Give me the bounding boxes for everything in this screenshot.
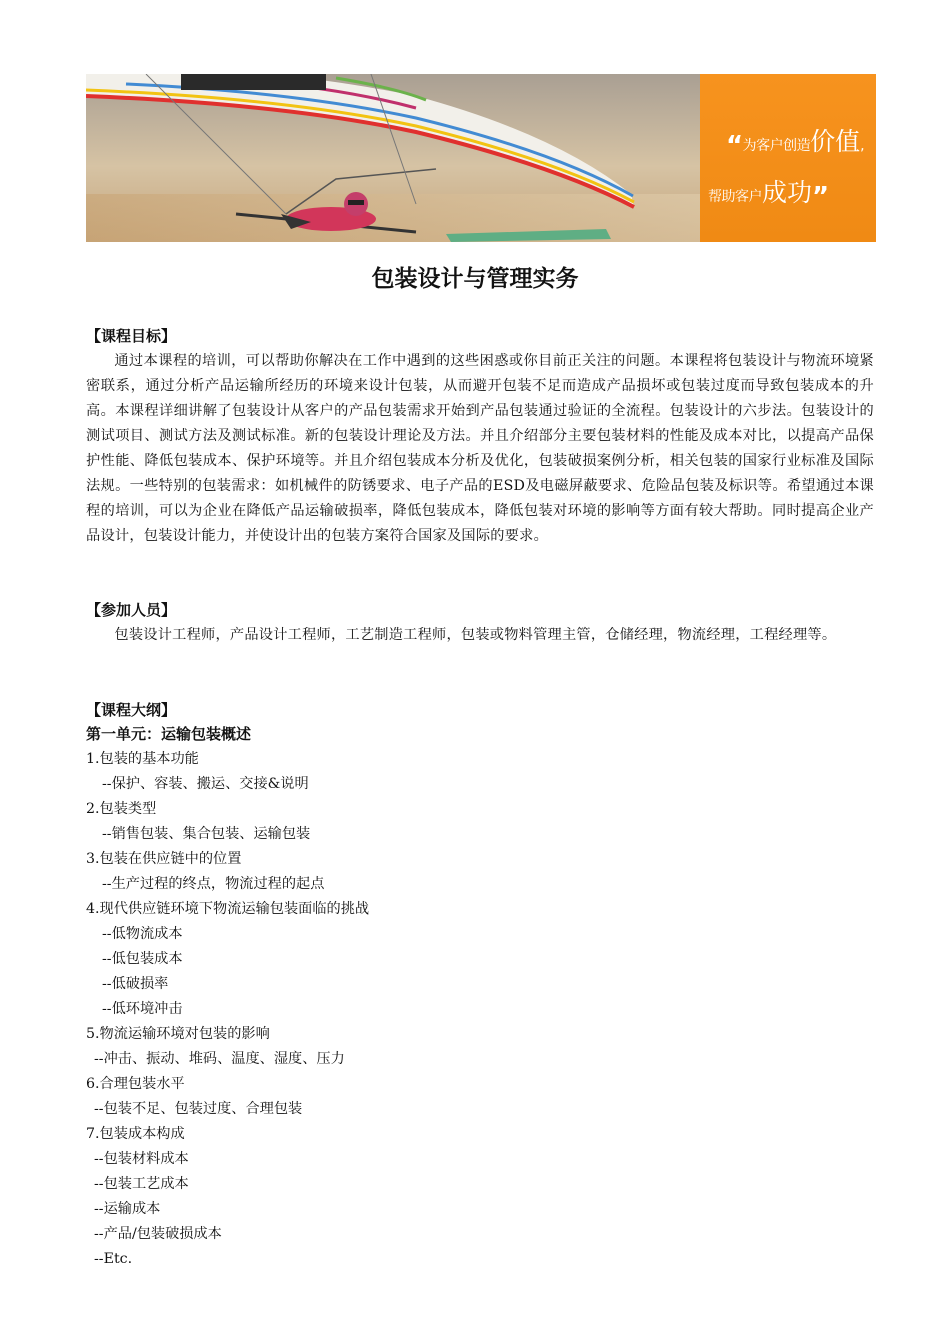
outline-item: 2.包装类型: [86, 801, 157, 817]
outline-item: 7.包装成本构成: [86, 1126, 185, 1142]
outline-subitem: --产品/包装破损成本: [94, 1226, 222, 1242]
outline-item: 4.现代供应链环境下物流运输包装面临的挑战: [86, 901, 370, 917]
outline-item: 3.包装在供应链中的位置: [86, 851, 242, 867]
outline-subitem: --低物流成本: [102, 926, 183, 942]
outline-subitem: --运输成本: [94, 1201, 161, 1217]
course-outline: [86, 722, 874, 1272]
outline-subitem: --包装材料成本: [94, 1151, 189, 1167]
outline-subitem: --包装不足、包装过度、合理包装: [94, 1101, 303, 1117]
outline-item: 5.物流运输环境对包装的影响: [86, 1026, 270, 1042]
participants-text: 包装设计工程师，产品设计工程师，工艺制造工程师，包装或物料管理主管，仓储经理，物流经理，工程经理等。: [114, 627, 837, 643]
slogan-line-1: “为客户创造价值,: [726, 127, 865, 161]
outline-subitem: --保护、容装、搬运、交接&说明: [102, 776, 309, 792]
outline-subitem: --低破损率: [102, 976, 169, 992]
outline-item: 1.包装的基本功能: [86, 751, 199, 767]
page-title: 包装设计与管理实务: [371, 266, 579, 292]
objective-text: 通过本课程的培训，可以帮助你解决在工作中遇到的这些困惑或你目前正关注的问题。本课程将包装设计与物流环境紧密联系，通过分析产品运输所经历的环境来设计包装，从而避开包装不足而造成产品损坏或包装过度而导致包装成本的升高。本课程详细讲解了包装设计从客户的产品包装需求开始到产品包装通过验证的全流程。包装设计的六步法。包装设计的测试项目、测试方法及测试标准。新的包装设计理论及方法。并且介绍部分主要包装材料的性能及成本对比，以提高产品保护性能、降低包装成本、保护环境等。并且介绍包装成本分析及优化，包装破损案例分析，相关包装的国家行业标准及国际法规。一些特别的包装需求：如机械件的防锈要求、电子产品的ESD及电磁屏蔽要求、危险品包装及标识等。希望通过本课程的培训，可以为企业在降低产品运输破损率，降低包装成本，降低包装对环境的影响等方面有较大帮助。同时提高企业产品设计，包装设计能力，并使设计出的包装方案符合国家及国际的要求。: [86, 353, 874, 544]
outline-item: 6.合理包装水平: [86, 1076, 185, 1092]
outline-heading: 【课程大纲】: [86, 701, 177, 719]
outline-subitem: --冲击、振动、堆码、温度、湿度、压力: [94, 1051, 345, 1067]
outline-subitem: --低包装成本: [102, 951, 183, 967]
participants-heading: 【参加人员】: [86, 601, 177, 619]
outline-subitem: --低环境冲击: [102, 1001, 183, 1017]
objective-heading: 【课程目标】: [86, 327, 177, 345]
outline-subitem: --Etc.: [94, 1251, 133, 1267]
outline-subitem: --生产过程的终点，物流过程的起点: [102, 876, 325, 892]
header-banner: [86, 74, 876, 242]
slogan-line-2: 帮助客户成功”: [708, 178, 829, 212]
outline-subitem: --销售包装、集合包装、运输包装: [102, 826, 311, 842]
unit-title: 第一单元：运输包装概述: [86, 725, 252, 743]
outline-subitem: --包装工艺成本: [94, 1176, 189, 1192]
hang-glider-photo: [86, 74, 700, 242]
slogan-panel: [700, 74, 876, 242]
